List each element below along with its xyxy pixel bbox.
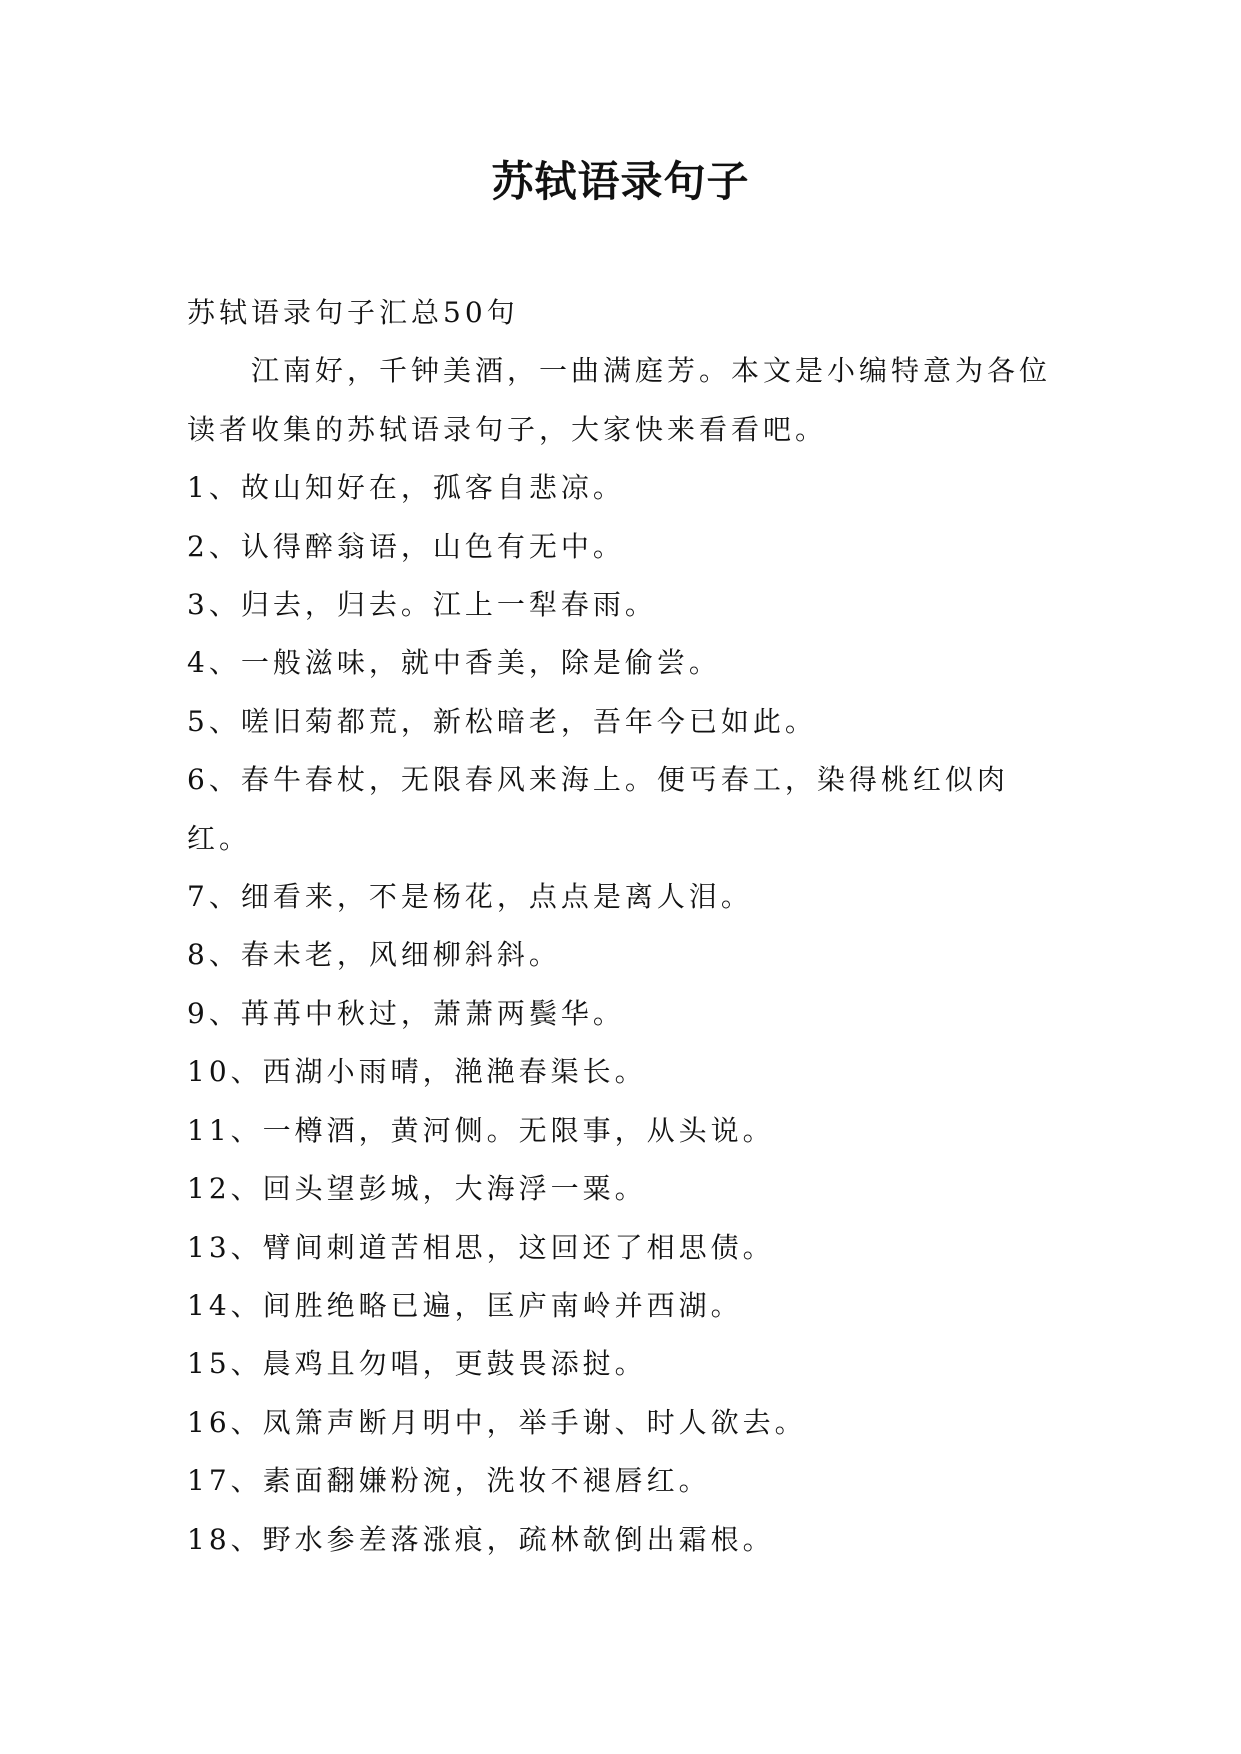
quote-item: 14、间胜绝略已遍，匡庐南岭并西湖。 bbox=[187, 1288, 743, 1322]
quote-item: 13、臂间刺道苦相思，这回还了相思债。 bbox=[187, 1230, 775, 1264]
quote-item: 16、凤箫声断月明中，举手谢、时人欲去。 bbox=[187, 1405, 807, 1439]
quote-item: 2、认得醉翁语，山色有无中。 bbox=[187, 529, 625, 563]
quote-item: 3、归去，归去。江上一犁春雨。 bbox=[187, 588, 657, 622]
quote-item: 11、一樽酒，黄河侧。无限事，从头说。 bbox=[187, 1113, 775, 1147]
quote-item: 7、细看来，不是杨花，点点是离人泪。 bbox=[187, 880, 753, 914]
quote-item: 5、嗟旧菊都荒，新松暗老，吾年今已如此。 bbox=[187, 704, 817, 738]
quote-item: 1、故山知好在，孤客自悲凉。 bbox=[187, 471, 625, 505]
document-body bbox=[187, 284, 1059, 1569]
quote-item: 8、春未老，风细柳斜斜。 bbox=[187, 938, 561, 972]
quote-item: 6、春牛春杖，无限春风来海上。便丐春工，染得桃红似肉红。 bbox=[187, 763, 1009, 855]
quote-item: 17、素面翻嫌粉涴，洗妆不褪唇红。 bbox=[187, 1464, 711, 1498]
quote-item: 4、一般滋味，就中香美，除是偷尝。 bbox=[187, 646, 721, 680]
quote-item: 18、野水参差落涨痕，疏林欹倒出霜根。 bbox=[187, 1522, 775, 1556]
intro-paragraph: 江南好，千钟美酒，一曲满庭芳。本文是小编特意为各位读者收集的苏轼语录句子，大家快来看看吧。 bbox=[187, 354, 1052, 446]
quote-list bbox=[187, 459, 1059, 1569]
page-title: 苏轼语录句子 bbox=[491, 157, 750, 206]
quote-item: 15、晨鸡且勿唱，更鼓畏添挝。 bbox=[187, 1347, 647, 1381]
document-subtitle: 苏轼语录句子汇总50句 bbox=[187, 296, 519, 329]
quote-item: 10、西湖小雨晴，滟滟春渠长。 bbox=[187, 1055, 647, 1089]
quote-item: 12、回头望彭城，大海浮一粟。 bbox=[187, 1172, 647, 1206]
quote-item: 9、苒苒中秋过，萧萧两鬓华。 bbox=[187, 996, 625, 1030]
